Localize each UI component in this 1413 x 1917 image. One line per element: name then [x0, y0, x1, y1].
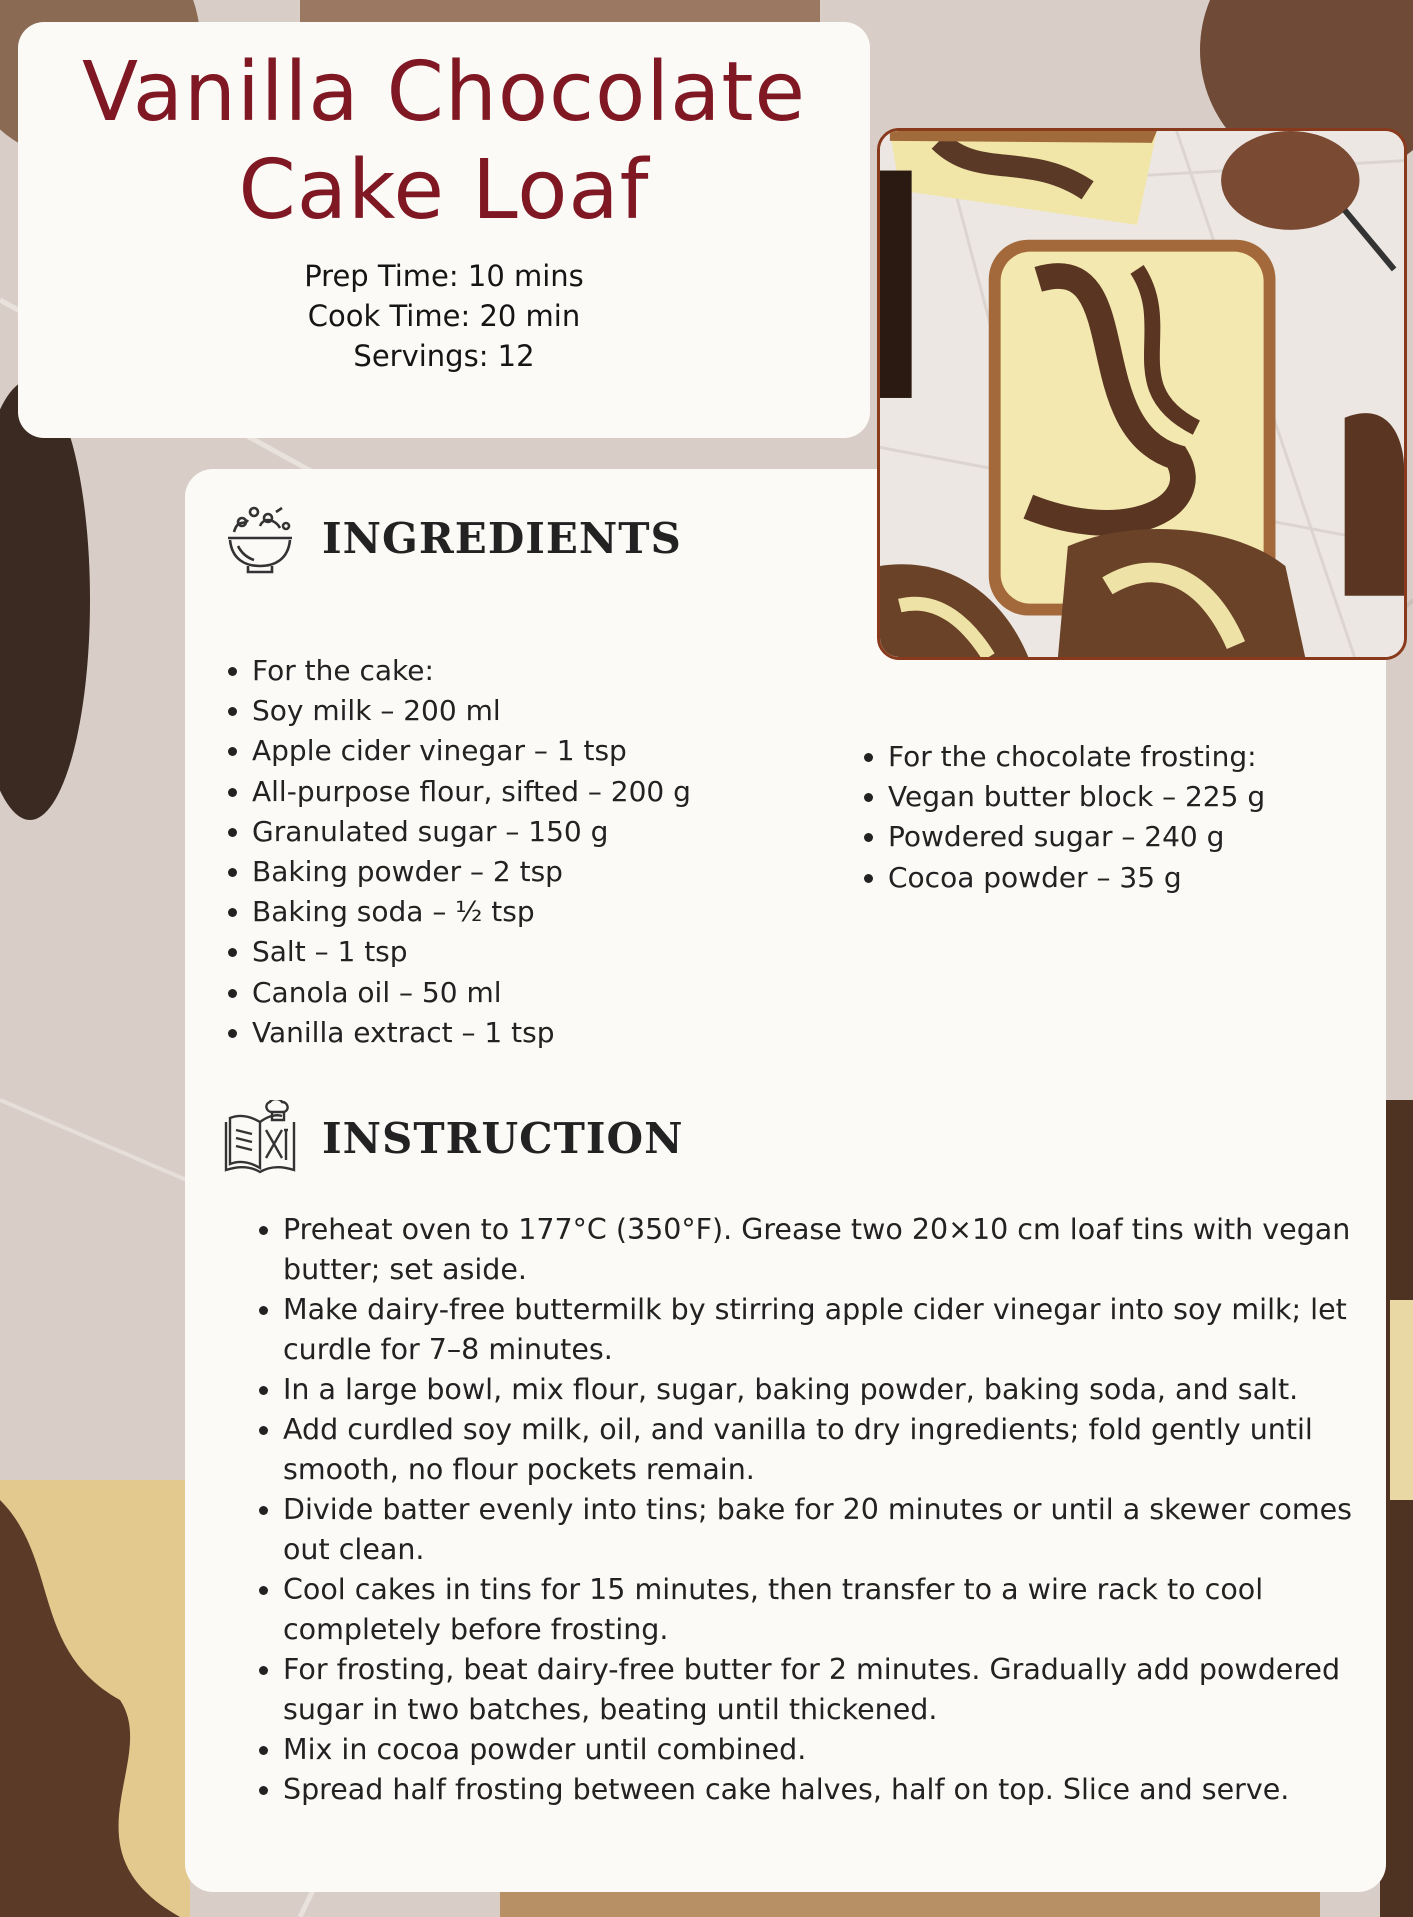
instruction-step: • Divide batter evenly into tins; bake for 20 minutes or until a skewer comes out clean.: [283, 1490, 1393, 1570]
salad-bowl-icon: [224, 500, 296, 576]
instruction-step: • Add curdled soy milk, oil, and vanilla to dry ingredients; fold gently until smooth, no flour pockets remain.: [283, 1410, 1393, 1490]
title-line-2: Cake Loaf: [238, 143, 650, 238]
cake-photo: [877, 128, 1407, 660]
cake-ingredient-item: • For the cake:: [252, 651, 691, 691]
cake-ingredient-item: • Soy milk – 200 ml: [252, 691, 691, 731]
cake-ingredient-item: • Baking powder – 2 tsp: [252, 852, 691, 892]
instruction-step: • In a large bowl, mix flour, sugar, baking powder, baking soda, and salt.: [283, 1370, 1393, 1410]
recipe-book-chef-icon: [224, 1100, 296, 1176]
instruction-heading: INSTRUCTION: [322, 1113, 684, 1163]
cake-ingredient-item: • Apple cider vinegar – 1 tsp: [252, 731, 691, 771]
instruction-step: • For frosting, beat dairy-free butter for 2 minutes. Gradually add powdered sugar in two batches, beating until thickened.: [283, 1650, 1393, 1730]
prep-time: Prep Time: 10 mins: [304, 259, 584, 293]
instruction-step: • Spread half frosting between cake halves, half on top. Slice and serve.: [283, 1770, 1393, 1810]
cake-ingredient-item: • Granulated sugar – 150 g: [252, 812, 691, 852]
recipe-meta: [18, 256, 870, 376]
frosting-ingredients-list: [850, 737, 1265, 898]
recipe-title: [18, 22, 870, 240]
cook-time: Cook Time: 20 min: [307, 299, 581, 333]
title-line-1: Vanilla Chocolate: [82, 45, 806, 140]
instruction-steps-list: [245, 1210, 1393, 1810]
instruction-step: • Preheat oven to 177°C (350°F). Grease two 20×10 cm loaf tins with vegan butter; set aside.: [283, 1210, 1393, 1290]
title-card: [18, 22, 870, 438]
cake-ingredient-item: • Salt – 1 tsp: [252, 932, 691, 972]
frosting-ingredient-item: • Cocoa powder – 35 g: [888, 858, 1265, 898]
instruction-step: • Mix in cocoa powder until combined.: [283, 1730, 1393, 1770]
servings: Servings: 12: [353, 339, 535, 373]
frosting-ingredient-item: • For the chocolate frosting:: [888, 737, 1265, 777]
frosting-ingredient-item: • Powdered sugar – 240 g: [888, 817, 1265, 857]
instruction-step: • Cool cakes in tins for 15 minutes, then transfer to a wire rack to cool completely before frosting.: [283, 1570, 1393, 1650]
instruction-header: [224, 1100, 683, 1176]
frosting-ingredient-item: • Vegan butter block – 225 g: [888, 777, 1265, 817]
cake-ingredient-item: • Canola oil – 50 ml: [252, 973, 691, 1013]
cake-ingredients-list: [214, 651, 691, 1053]
cake-ingredient-item: • All-purpose flour, sifted – 200 g: [252, 772, 691, 812]
ingredients-header: [224, 500, 682, 576]
cake-ingredient-item: • Baking soda – ½ tsp: [252, 892, 691, 932]
cake-ingredient-item: • Vanilla extract – 1 tsp: [252, 1013, 691, 1053]
ingredients-heading: INGREDIENTS: [322, 513, 682, 563]
instruction-step: • Make dairy-free buttermilk by stirring apple cider vinegar into soy milk; let curdle for 7–8 minutes.: [283, 1290, 1393, 1370]
